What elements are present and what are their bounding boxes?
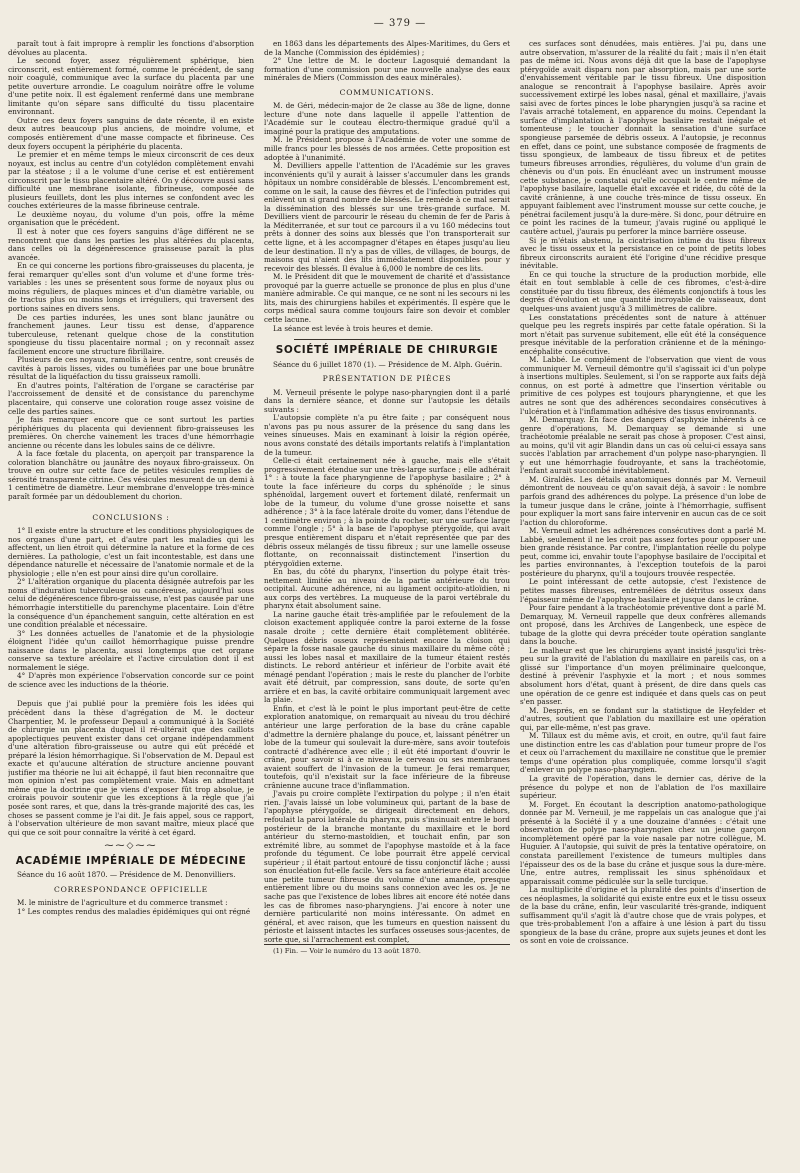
paragraph: Outre ces deux foyers sanguins de date récente, il en existe deux autres beaucoup plus anciens, de moindre volume, et composés entièrement d'une masse compacte et fibrineuse. Ces deux foyers occupent la périphérie du placenta. [8, 115, 254, 151]
paragraph: Je fais remarquer encore que ce sont surtout les parties périphériques du placenta qui deviennent fibro-graisseuses les premières. On cherche vainement les traces d'une hémorrhagie ancienne ou récente dans les lobules sains de ce délivre. [8, 415, 254, 450]
paragraph: En ce qui touche la structure de la production morbide, elle était en tout semblable à celle de ces fibromes, c'est-à-dire constituée par du tissu fibreux, des éléments conjonctifs à tous les degrés d'évolution et une quantité incroyable de vaisseaux, dont quelques-uns avaient jusqu'à 3 millimètres de calibre. [520, 269, 766, 313]
paragraph: M. Després, en se fondant sur la statistique de Heyfelder et d'autres, soutient que l'ablation du maxillaire est une opération qui, par elle-même, n'est pas grave. [520, 705, 766, 732]
paragraph: M. Forget. En écoutant la description anatomo-pathologique donnée par M. Verneuil, je me rappelais un cas analogue que j'ai présenté à la Société il y a une douzaine d'années : c'était une observation de polype naso-pharyngien chez un jeune garçon incomplètement opéré par la voie nasale par notre collègue, M. Huguier. A l'autopsie, qui suivit de près la tentative opératoire, on constata pareillement l'existence de tumeurs multiples dans l'épaisseur des os de la base du crâne et jusque sous la dure-mère. Une, entre autres, remplissait les sinus sphénoïdaux et apparaissait comme pédiculée sur la selle turcique. [520, 799, 766, 886]
paragraph: 1° Il existe entre la structure et les conditions physiologiques de nos organes d'une part, et d'autre part les maladies qui les affectent, un lien étroit qui détermine la nature et la forme de ces dernières. La pathologie, c'est un fait incontestable, est dans une dépendance naturelle et nécessaire de l'anatomie normale et de la physiologie ; elle n'en est pour ainsi dire qu'un corollaire. [8, 526, 254, 578]
paragraph: Les constatations précédentes sont de nature à atténuer quelque peu les regrets inspirés par cette fatale opération. Si la mort n'était pas survenue subitement, elle eût été la conséquence presque inévitable de la perforation crânienne et de la méningo-encéphalite consécutive. [520, 312, 766, 356]
conclusions-heading: CONCLUSIONS : [92, 512, 170, 522]
paragraph: Il est à noter que ces foyers sanguins d'âge différent ne se rencontrent que dans les parties les plus altérées du placenta, dans celles où la dégénérescence graisseuse paraît la plus avancée. [8, 227, 254, 262]
col1-paragraphs-c [8, 700, 254, 837]
col2-paragraphs-c [264, 389, 510, 945]
paragraph: M. Labbé. Le complément de l'observation que vient de vous communiquer M. Verneuil démontre qu'il s'agissait ici d'un polype à insertions multiples. Seulement, si l'on se rapporte aux faits déjà connus, on est porté à admettre que l'insertion véritable ou primitive de ces polypes est toujours pharyngienne, et que les autres ne sont que des adhérences secondaires consécutives à l'ulcération et à l'inflammation adhésive des tissus environnants. [520, 355, 766, 416]
col3-paragraphs-a [520, 40, 766, 946]
paragraph: De ces parties indurées, les unes sont blanc jaunâtre ou franchement jaunes. Leur tissu est dense, d'apparence tuberculeuse, retenant quelque chose de la constitution spongieuse du tissu placentaire normal ; on y reconnaît assez facilement encore une structure fibrillaire. [8, 312, 254, 356]
paragraph: 3° Les données actuelles de l'anatomie et de la physiologie éloignent l'idée qu'un caillot hémorrhagique puisse prendre naissance dans le placenta, aussi longtemps que cet organe conserve sa texture aréolaire et l'active circulation dont il est normalement le siége. [8, 628, 254, 672]
communications-heading: COMMUNICATIONS. [339, 87, 435, 97]
paragraph: M. le ministre de l'agriculture et du commerce transmet : [17, 898, 228, 908]
paragraph: En bas, du côté du pharynx, l'insertion du polype était très-nettement limitée au niveau de la partie antérieure du trou occipital. Aucune adhérence, ni au ligament occipito-atloïdien, ni aux corps des vertèbres. La muqueuse de la paroi vertébrale du pharynx était absolument saine. [264, 567, 510, 611]
paragraph: M. Tillaux est du même avis, et croit, en outre, qu'il faut faire une distinction entre les cas d'ablation pour tumeur propre de l'os et ceux où l'arrachement du maxillaire ne constitue que le premier temps d'une opération plus compliquée, comme lorsqu'il s'agit d'enlever un polype naso-pharyngien. [520, 731, 766, 775]
paragraph: A la face fœtale du placenta, on aperçoit par transparence la coloration blanchâtre ou jaunâtre des noyaux fibro-graisseux. On trouve en outre sur cette face de petites vésicules remplies de sérosité transparente citrine. Ces vésicules mesurent de un demi à 1 centimètre de diamètre. Leur membrane d'enveloppe très-mince paraît formée par un dédoublement du chorion. [8, 449, 254, 501]
paragraph: Le premier et en même temps le mieux circonscrit de ces deux noyaux, est inclus au centre d'un cotylédon complètement envahi par la stéatose ; il a le volume d'une cerise et est entièrement circonscrit par le tissu placentaire altéré. On y découvre aussi sans difficulté une membrane isolante, fibrineuse, composée de plusieurs feuillets, dont les plus internes se confondent avec les couches extérieures de la masse fibrineuse centrale. [8, 150, 254, 211]
paragraph: La gravité de l'opération, dans le dernier cas, dérive de la présence du polype et non de l'ablation de l'os maxillaire supérieur. [520, 774, 766, 801]
col1-paragraphs-d [8, 899, 254, 916]
paragraph: En ce qui concerne les portions fibro-graisseuses du placenta, je ferai remarquer qu'elles sont d'un volume et d'une forme très-variables : les unes se présentent sous forme de noyaux plus ou moins réguliers, de plaques minces et d'un diamètre variable, ou de tractus plus ou moins longs et irréguliers, qui traversent des portions saines en divers sens. [8, 261, 254, 313]
paragraph: M. de Géri, médecin-major de 2e classe au 38e de ligne, donne lecture d'une note dans laquelle il appelle l'attention de l'Académie sur le couteau électro-thermique gradué qu'il a imaginé pour la pratique des amputations. [264, 101, 510, 136]
column-right [520, 40, 766, 1160]
presentation-heading: PRÉSENTATION DE PIÈCES [322, 374, 452, 384]
paragraph: Enfin, et c'est là le point le plus important peut-être de cette exploration anatomique, on remarquait au niveau du trou déchiré antérieur une large perforation de la base du crâne capable d'admettre la dernière phalange du pouce, et, laissant pénétrer un lobe de la tumeur qui soulevait la dure-mère, sans avoir toutefois contracté d'adhérence avec elle ; il eût été important d'ouvrir le crâne, pour savoir si à ce niveau le cerveau ou ses membranes avaient souffert de l'invasion de la tumeur. Je ferai remarquer, toutefois, qu'il n'existait sur la face inférieure de la fibreuse crânienne aucune trace d'inflammation. [264, 703, 510, 790]
academy-heading: ACADÉMIE IMPÉRIALE DE MÉDECINE [15, 854, 247, 867]
paragraph: Le second foyer, assez régulièrement sphérique, bien circonscrit, est entièrement formé, comme le précédent, de sang noir coagulé, communique avec la surface du placenta par une petite ouverture arrondie. Le coagulum noirâtre offre le volume d'une petite noix. Il est également renfermé dans une membrane limitante qu'on sépare sans difficulté du tissu placentaire environnant. [8, 56, 254, 117]
col1-paragraphs-a [8, 40, 254, 502]
paragraph: M. Demarquay. En face des dangers d'asphyxie inhérents à ce genre d'opérations, M. Demarquay se demande si une trachéotomie préalable ne serait pas chose à proposer. C'est ainsi, au moins, qu'il vit agir Blandin dans un cas où celui-ci essaya sans succès l'ablation par arrachement d'un polype naso-pharyngien. Il y eut une hémorrhagie foudroyante, et sans la trachéotomie, l'enfant aurait succombé inévitablement. [520, 415, 766, 476]
paragraph: La multiplicité d'origine et la pluralité des points d'insertion de ces néoplasmes, la solidarité qui existe entre eux et le tissu osseux de la base du crâne, enfin, leur vascularité très-grande, indiquent suffisamment qu'il s'agit là d'autre chose que de vrais polypes, et que très-probablement l'on a affaire à une lésion à part du tissu spongieux de la base du crâne, propre aux sujets jeunes et dont les os sont en voie de croissance. [520, 885, 766, 946]
paragraph: L'autopsie complète n'a pu être faite ; par conséquent nous n'avons pas pu nous assurer de la présence du sang dans les veines sinueuses. Mais en examinant à loisir la région opérée, nous avons constaté des détails importants relatifs à l'implantation de la tumeur. [264, 413, 510, 457]
paragraph: ces surfaces sont dénudées, mais entières. J'ai pu, dans une autre observation, m'assurer de la réalité du fait ; mais il n'en était pas de même ici. Nous avons déjà dit que la base de l'apophyse ptérygoïde avait disparu non par absorption, mais par une sorte d'envahissement véritable par le tissu fibreux. Une disposition analogue se rencontrait à l'apophyse basilaire. Après avoir successivement extirpé les lobes nasal, génal et maxillaire, j'avais saisi avec de fortes pinces le lobe pharyngien jusqu'à sa racine et l'avais arraché totalement, en apparence du moins. Cependant la surface d'implantation à l'apophyse basilaire restait inégale et tomenteuse ; le toucher donnait la sensation d'une surface spongieuse parsemée de débris osseux. A l'autopsie, je reconnus en effet, dans ce point, une substance composée de fragments de tissu spongieux, de lambeaux de tissu fibreux et de petites tumeurs fibreuses arrondies, régulières, du volume d'un grain de chènevis ou d'un pois. En énucléant avec un instrument mousse cette substance, je constatai qu'elle occupait le centre même de l'apophyse basilaire, laquelle était excavée et ridée, du côté de la cavité crânienne, à une couche très-mince de tissu osseux. En appuyant faiblement avec l'instrument mousse sur cette couche, je pénétrai facilement jusqu'à la dure-mère. Si donc, pour détruire en ce point les racines de la tumeur, j'avais ruginé ou appliqué le cautère actuel, j'aurais pu perforer la mince barrière osseuse. [520, 40, 766, 237]
paragraph: 2° Une lettre de M. le docteur Lagosquié demandant la formation d'une commission pour une nouvelle analyse des eaux minérales de Miers (Commission des eaux minérales). [264, 56, 510, 83]
society-heading: SOCIÉTÉ IMPÉRIALE DE CHIRURGIE [275, 344, 499, 357]
col2-paragraphs-a [264, 40, 510, 83]
paragraph: Le point intéressant de cette autopsie, c'est l'existence de petites masses fibreuses, entremêlées de détritus osseux dans l'épaisseur même de l'apophyse basilaire et jusque dans le crâne. [520, 577, 766, 604]
academy-session: Séance du 16 août 1870. — Présidence de M. Denonvilliers. [17, 870, 236, 880]
paragraph: Plusieurs de ces noyaux, ramollis à leur centre, sont creusés de cavités à parois lisses, vides ou tuméfiées par une boue brunâtre résultat de la liquéfaction du tissu graisseux ramolli. [8, 355, 254, 382]
paragraph: en 1863 dans les départements des Alpes-Maritimes, du Gers et de la Manche (Commission des épidémies) ; [264, 40, 510, 57]
section-divider [294, 339, 480, 340]
paragraph: M. Giraldès. Les détails anatomiques donnés par M. Verneuil démontrent de nouveau ce qu'on savait déjà, à savoir : le nombre parfois grand des adhérences du polype. La présence d'un lobe de la tumeur jusque dans le crâne, jointe à l'hémorrhagie, suffisent pour expliquer la mort sans faire intervenir en aucun cas de ce soit l'action du chloroforme. [520, 474, 766, 527]
section-ornament: ⁓⁓◇⁓⁓ [104, 841, 158, 852]
society-session: Séance du 6 juillet 1870 (1). — Présidence de M. Alph. Guérin. [273, 359, 503, 369]
paragraph: M. Devilliers appelle l'attention de l'Académie sur les graves inconvénients qu'il y aurait à laisser s'accumuler dans les grands hôpitaux un nombre considérable de blessés. L'encombrement est, comme on le sait, la cause des fièvres et de l'infection putrides qui enlèvent un si grand nombre de blessés. Le remède à ce mal serait la dissémination des blessés sur une très-grande surface. M. Devilliers vient de parcourir le réseau du chemin de fer de Paris à la Méditerranée, et sur tout ce parcours il a vu 160 médecins tout prêts à donner des soins aux blessés que l'on transporterait sur cette ligne, et à les accompagner d'étapes en étapes jusqu'au lieu de leur destination. Il n'y a pas de villes, de villages, de bourgs, de maisons qui n'aient des lits immédiatement disponibles pour y recevoir des blessés. Il évalue à 6,000 le nombre de ces lits. [264, 161, 510, 273]
paragraph: Pour faire pendant à la trachéotomie préventive dont a parlé M. Demarquay, M. Verneuil rappelle que deux confrères allemands ont proposé, dans les Archives de Langenbeck, une espèce de tubage de la glotte qui devra précéder toute opération sanglante dans la bouche. [520, 603, 766, 647]
paragraph: Si je m'étais abstenu, la cicatrisation intime du tissu fibreux avec le tissu osseux et la persistance en ce point de petits lobes fibreux circonscrits auraient été l'origine d'une récidive presque inévitable. [520, 235, 766, 271]
paragraph: M. Verneuil présente le polype naso-pharyngien dont il a parlé dans la dernière séance, et donne sur l'autopsie les détails suivants : [264, 387, 510, 414]
paragraph: La narine gauche était très-amplifiée par le refoulement de la cloison exactement appliquée contre la paroi externe de la fosse nasale droite ; cette dernière était complètement oblitérée. Quelques débris osseux représentaient encore la cloison qui sépare la fosse nasale gauche du sinus maxillaire du même côté ; aussi les lobes nasal et maxillaire de la tumeur étaient restés distincts. Le rebord antérieur et inférieur de l'orbite avait été ménagé pendant l'opération ; mais le reste du plancher de l'orbite avait été détruit, par compression, sans doute, de sorte qu'en arrière et en bas, la cavité orbitaire communiquait largement avec la plaie. [264, 609, 510, 705]
column-middle [264, 40, 510, 1160]
paragraph: Celle-ci était certainement née à gauche, mais elle s'était progressivement étendue sur une très-large surface ; elle adhérait 1° : à toute la face pharyngienne de l'apophyse basilaire ; 2° à toute la face inférieure du corps du sphénoïde ; le sinus sphénoïdal, largement ouvert et fortement dilaté, renfermait un lobe de la tumeur, du volume d'une grosse noisette et sans adhérence ; 3° à la face latérale droite du vomer, dans l'étendue de 1 centimètre environ ; à la pointe du rocher, sur une surface large comme l'ongle ; 5° à la base de l'apophyse ptérygoïde, qui avait presque entièrement disparu et n'était représentée que par des débris osseux mélangés de tissu fibreux ; sur une lamelle osseuse flottante, on reconnaissait distinctement l'insertion du ptérygoïdien externe. [264, 456, 510, 568]
correspondance-heading: CORRESPONDANCE OFFICIELLE [54, 884, 208, 894]
paragraph: En d'autres points, l'altération de l'organe se caractérise par l'accroissement de densité et de consistance du parenchyme placentaire, qui conserve une coloration rouge assez voisine de celle des parties saines. [8, 380, 254, 416]
paragraph: Depuis que j'ai publié pour la première fois les idées qui précèdent dans la thèse d'agrégation de M. le docteur Charpentier, M. le professeur Depaul a communiqué à la Société de chirurgie un placenta duquel il ré-ultérait que des caillots apoplectiques peuvent exister dans cet organe indépendamment d'une altération fibro-graisseuse ou autre qui eût précédé et préparé la lésion hémorrhagique. Si l'observation de M. Depaul est exacte et qu'aucune altération de structure ancienne pouvant justifier ma théorie ne lui ait échappé, il faut bien reconnaître que mon opinion n'est pas complètement vraie. Mais en admettant même que la doctrine que je viens d'exposer fût trop absolue, je croirais pouvoir soutenir que les exceptions à la règle que j'ai posée sont rares, et que, dans la très-grande majorité des cas, les choses se passent comme je l'ai dit. Je fais appel, sous ce rapport, à l'observation ultérieure de mon savant maître, mieux placé que qui que ce soit pour connaître la vérité à cet égard. [8, 699, 254, 837]
page-number: — 379 — [373, 18, 427, 29]
paragraph: 2° L'altération organique du placenta désignée autrefois par les noms d'induration tuberculeuse ou cancéreuse, aujourd'hui sous celui de dégénérescence fibro-graisseuse, n'est pas causée par une hémorrhagie interstitielle du parenchyme placentaire. Loin d'être la conséquence d'un épanchement sanguin, cette altération en est une condition préalable et nécessaire. [8, 577, 254, 630]
paragraph: M. Verneuil admet les adhérences consécutives dont a parlé M. Labbé, seulement il ne les croit pas assez fortes pour opposer une bien grande résistance. Par contre, l'implantation réelle du polype peut, comme ici, envahir toute l'apophyse basilaire de l'occipital et les parties environnantes, à l'exception toutefois de la paroi postérieure du pharynx, qu'il a toujours trouvée respectée. [520, 526, 766, 578]
paragraph: Le malheur est que les chirurgiens ayant insisté jusqu'ici très-peu sur la gravité de l'ablation du maxillaire en pareils cas, on a glissé sur l'importance d'un moyen préliminaire quelconque, destiné à prévenir l'asphyxie et la mort ; et nous sommes absolument hors d'état, quant à présent, de dire dans quels cas une opération de ce genre est indiquée et dans quels cas on peut s'en passer. [520, 645, 766, 707]
col1-conclusions [8, 527, 254, 689]
paragraph: paraît tout à fait impropre à remplir les fonctions d'absorption dévolues au placenta. [8, 40, 254, 57]
paragraph: J'avais pu croire complète l'extirpation du polype ; il n'en était rien. J'avais laissé un lobe volumineux qui, partant de la base de l'apophyse ptérygoïde, se dirigeait directement en dehors, refoulait la paroi latérale du pharynx, puis s'insinuait entre le bord postérieur de la branche montante du maxillaire et le bord antérieur du sterno-mastoïdien, et touchait enfin, par son extrémité libre, au sommet de l'apophyse mastoïde et à la face profonde du tégument. Ce lobe pourrait être appelé cervical supérieur ; il était partout entouré de tissu conjonctif lâche ; aussi son énucléation fut-elle facile. Vers sa face antérieure était accolée une petite tumeur fibreuse du volume d'une amande, presque entièrement libre ou du moins sans connexion avec les os. Je ne sache pas que l'existence de lobes libres ait encore été notée dans les cas de fibromes naso-pharyngiens. J'ai encore à noter une dernière particularité non moins intéressante. On admet en général, et avec raison, que les tumeurs en question naissent du périoste et laissent intactes les surfaces osseuses sous-jacentes, de sorte que, si l'arrachement est complet, [264, 789, 510, 944]
paragraph: M. le Président propose à l'Académie de voter une somme de mille francs pour les blessés de nos armées. Cette proposition est adoptée à l'unanimité. [264, 135, 510, 162]
paragraph: M. le Président dit que le mouvement de charité et d'assistance provoqué par la guerre actuelle se prononce de plus en plus d'une manière admirable. Ce qui manque, ce ne sont ni les secours ni les lits, mais des chirurgiens habiles et expérimentés. Il espère que le corps médical saura comme toujours faire son devoir et combler cette lacune. [264, 272, 510, 324]
paragraph: La séance est levée à trois heures et demie. [273, 323, 433, 333]
footnote: (1) Fin. — Voir le numéro du 13 août 1870. [264, 944, 510, 956]
paragraph: Le deuxième noyau, du volume d'un pois, offre la même organisation que le précédent. [8, 209, 254, 228]
paragraph: 1° Les comptes rendus des maladies épidémiques qui ont régné [17, 906, 251, 916]
col2-paragraphs-b [264, 102, 510, 333]
paragraph: 4° D'après mon expérience l'observation concorde sur ce point de science avec les inductions de la théorie. [8, 671, 254, 689]
column-left [8, 40, 254, 1160]
